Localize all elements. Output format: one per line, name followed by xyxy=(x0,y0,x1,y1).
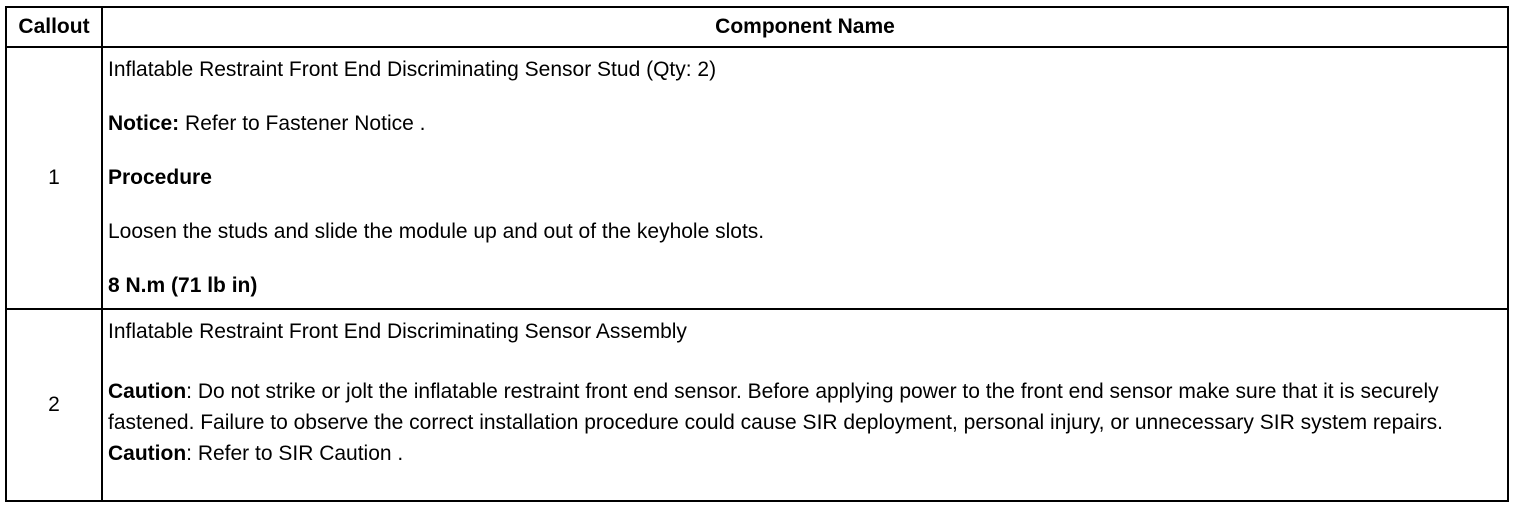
caution-label: Caution xyxy=(108,380,187,403)
notice-line xyxy=(108,110,1501,137)
component-table-container xyxy=(5,6,1507,502)
component-title: Inflatable Restraint Front End Discriminating Sensor Stud (Qty: 2) xyxy=(108,58,717,81)
table-row xyxy=(6,47,1508,309)
torque-spec: 8 N.m (71 lb in) xyxy=(108,274,258,297)
procedure-heading: Procedure xyxy=(108,166,212,189)
notice-text: Refer to Fastener Notice . xyxy=(179,112,426,135)
header-row xyxy=(6,7,1508,47)
caution-block xyxy=(108,438,1501,469)
caution-text: : Do not strike or jolt the inflatable restraint front end sensor. Before applying power to the front end sensor make sure that it is securely fastened. Failure to observe the correct installation procedure could cause SIR deployment, personal injury, or unnecessary SIR system repairs. xyxy=(108,380,1443,434)
component-name-header: Component Name xyxy=(102,7,1508,47)
component-title: Inflatable Restraint Front End Discriminating Sensor Assembly xyxy=(108,320,687,343)
procedure-text: Loosen the studs and slide the module up and out of the keyhole slots. xyxy=(108,220,765,243)
caution-block xyxy=(108,376,1501,438)
table-row xyxy=(6,309,1508,501)
component-description xyxy=(102,309,1508,501)
caution-label: Caution xyxy=(108,442,187,465)
notice-label: Notice: xyxy=(108,112,180,135)
caution-text: : Refer to SIR Caution . xyxy=(186,442,404,465)
callout-header: Callout xyxy=(6,7,102,47)
component-table xyxy=(5,6,1509,502)
component-description xyxy=(102,47,1508,309)
callout-number: 1 xyxy=(6,47,102,309)
callout-number: 2 xyxy=(6,309,102,501)
